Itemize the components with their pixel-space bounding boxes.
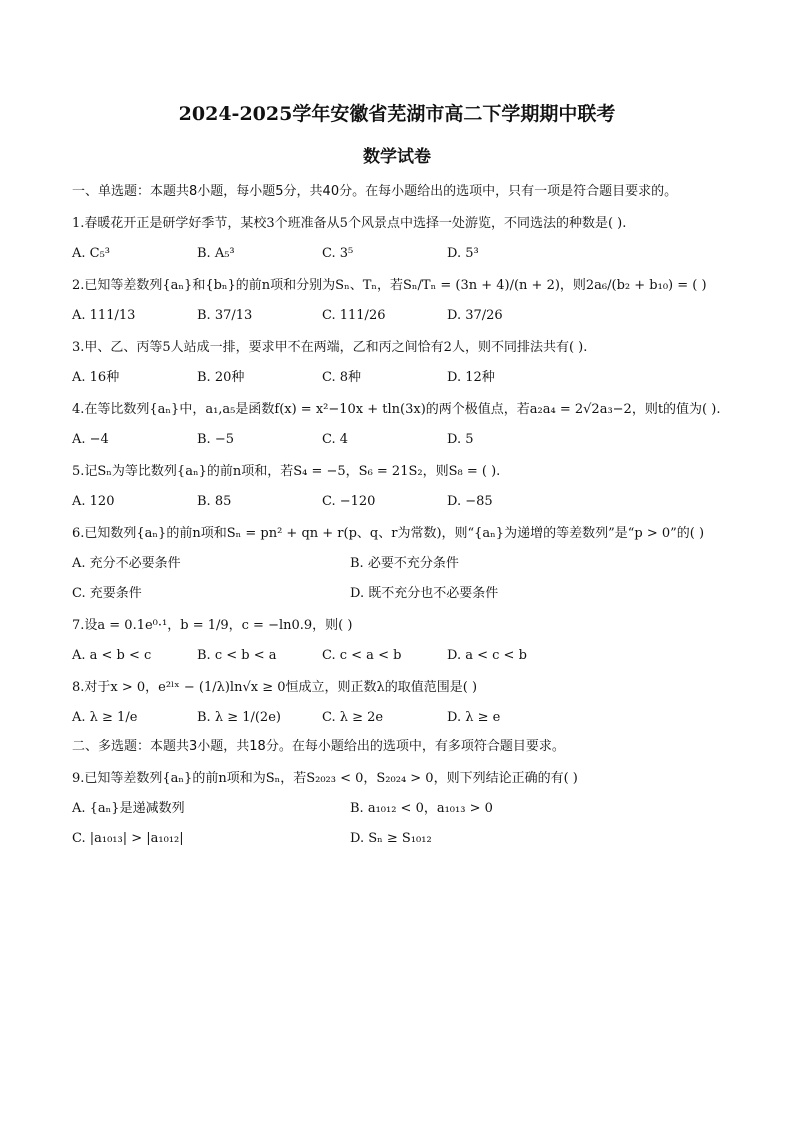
question-9-options-row-1 xyxy=(72,795,722,822)
question-5-options xyxy=(72,488,722,515)
question-9-option-c: C. |a₁₀₁₃| > |a₁₀₁₂| xyxy=(72,831,184,846)
question-2-option-d: D. 37/26 xyxy=(447,308,503,323)
question-3-option-d: D. 12种 xyxy=(447,370,495,385)
question-2-stem: 2.已知等差数列{aₙ}和{bₙ}的前n项和分别为Sₙ、Tₙ，若Sₙ/Tₙ = (3n + 4)/(n + 2)，则2a₆/(b₂ + b₁₀) = ( ) xyxy=(72,278,707,293)
question-6-option-d: D. 既不充分也不必要条件 xyxy=(350,586,499,601)
question-2-option-c: C. 111/26 xyxy=(322,308,386,323)
question-2-option-a: A. 111/13 xyxy=(72,308,136,323)
question-8-option-c: C. λ ≥ 2e xyxy=(322,710,384,725)
question-3-options xyxy=(72,364,722,391)
question-1-option-b: B. A₅³ xyxy=(197,246,235,261)
question-6-option-a: A. 充分不必要条件 xyxy=(72,556,181,571)
question-1-option-c: C. 3⁵ xyxy=(322,246,354,261)
question-7-option-b: B. c < b < a xyxy=(197,648,277,663)
section-single-choice-heading: 一、单选题：本题共8小题，每小题5分，共40分。在每小题给出的选项中，只有一项是符合题目要求的。 xyxy=(72,184,678,199)
question-4-option-b: B. −5 xyxy=(197,432,234,447)
question-5-option-b: B. 85 xyxy=(197,494,232,509)
question-9-option-a: A. {aₙ}是递减数列 xyxy=(72,801,185,816)
question-7-stem: 7.设a = 0.1e⁰·¹，b = 1/9，c = −ln0.9，则( ) xyxy=(72,618,353,633)
question-7-option-d: D. a < c < b xyxy=(447,648,527,663)
question-5-option-c: C. −120 xyxy=(322,494,376,509)
question-2-option-b: B. 37/13 xyxy=(197,308,253,323)
question-1-stem: 1.春暖花开正是研学好季节，某校3个班准备从5个风景点中选择一处游览，不同选法的种数是( ). xyxy=(72,216,627,231)
question-5-stem: 5.记Sₙ为等比数列{aₙ}的前n项和，若S₄ = −5，S₆ = 21S₂，则S₈ = ( ). xyxy=(72,464,501,479)
question-9-options-row-2 xyxy=(72,825,722,852)
question-9-option-b: B. a₁₀₁₂ < 0，a₁₀₁₃ > 0 xyxy=(350,801,493,816)
question-8-option-a: A. λ ≥ 1/e xyxy=(72,710,138,725)
question-6-option-b: B. 必要不充分条件 xyxy=(350,556,459,571)
question-3-option-a: A. 16种 xyxy=(72,370,120,385)
question-9-stem: 9.已知等差数列{aₙ}的前n项和为Sₙ，若S₂₀₂₃ < 0，S₂₀₂₄ > 0，则下列结论正确的有( ) xyxy=(72,771,578,786)
question-8-option-b: B. λ ≥ 1/(2e) xyxy=(197,710,281,725)
section-multi-choice-heading: 二、多选题：本题共3小题，共18分。在每小题给出的选项中，有多项符合题目要求。 xyxy=(72,739,565,754)
question-3-option-b: B. 20种 xyxy=(197,370,245,385)
question-8-options xyxy=(72,704,722,731)
question-4-stem: 4.在等比数列{aₙ}中，a₁,a₅是函数f(x) = x²−10x + tln(3x)的两个极值点，若a₂a₄ = 2√2a₃−2，则t的值为( ). xyxy=(72,402,721,417)
question-7-option-c: C. c < a < b xyxy=(322,648,402,663)
question-4-option-d: D. 5 xyxy=(447,432,474,447)
question-6-stem: 6.已知数列{aₙ}的前n项和Sₙ = pn² + qn + r(p、q、r为常数)，则“{aₙ}为递增的等差数列”是“p > 0”的( ) xyxy=(72,526,705,541)
question-5-option-a: A. 120 xyxy=(72,494,115,509)
question-4-options xyxy=(72,426,722,453)
exam-paper xyxy=(72,100,722,854)
question-3-stem: 3.甲、乙、丙等5人站成一排，要求甲不在两端，乙和丙之间恰有2人，则不同排法共有( ). xyxy=(72,340,588,355)
question-1-options xyxy=(72,240,722,267)
question-4-option-a: A. −4 xyxy=(72,432,109,447)
question-8-option-d: D. λ ≥ e xyxy=(447,710,501,725)
question-4-option-c: C. 4 xyxy=(322,432,349,447)
page-subtitle: 数学试卷 xyxy=(363,147,431,167)
page-title: 2024-2025学年安徽省芜湖市高二下学期期中联考 xyxy=(178,103,616,125)
question-6-options-row-1 xyxy=(72,550,722,577)
question-6-option-c: C. 充要条件 xyxy=(72,586,142,601)
question-7-option-a: A. a < b < c xyxy=(72,648,152,663)
question-2-options xyxy=(72,302,722,329)
question-1-option-a: A. C₅³ xyxy=(72,246,111,261)
question-7-options xyxy=(72,642,722,669)
question-6-options-row-2 xyxy=(72,580,722,607)
question-1-option-d: D. 5³ xyxy=(447,246,479,261)
question-5-option-d: D. −85 xyxy=(447,494,493,509)
question-9-option-d: D. Sₙ ≥ S₁₀₁₂ xyxy=(350,831,432,846)
question-8-stem: 8.对于x > 0，e²ˡˣ − (1/λ)ln√x ≥ 0恒成立，则正数λ的取值范围是( ) xyxy=(72,680,478,695)
question-3-option-c: C. 8种 xyxy=(322,370,362,385)
